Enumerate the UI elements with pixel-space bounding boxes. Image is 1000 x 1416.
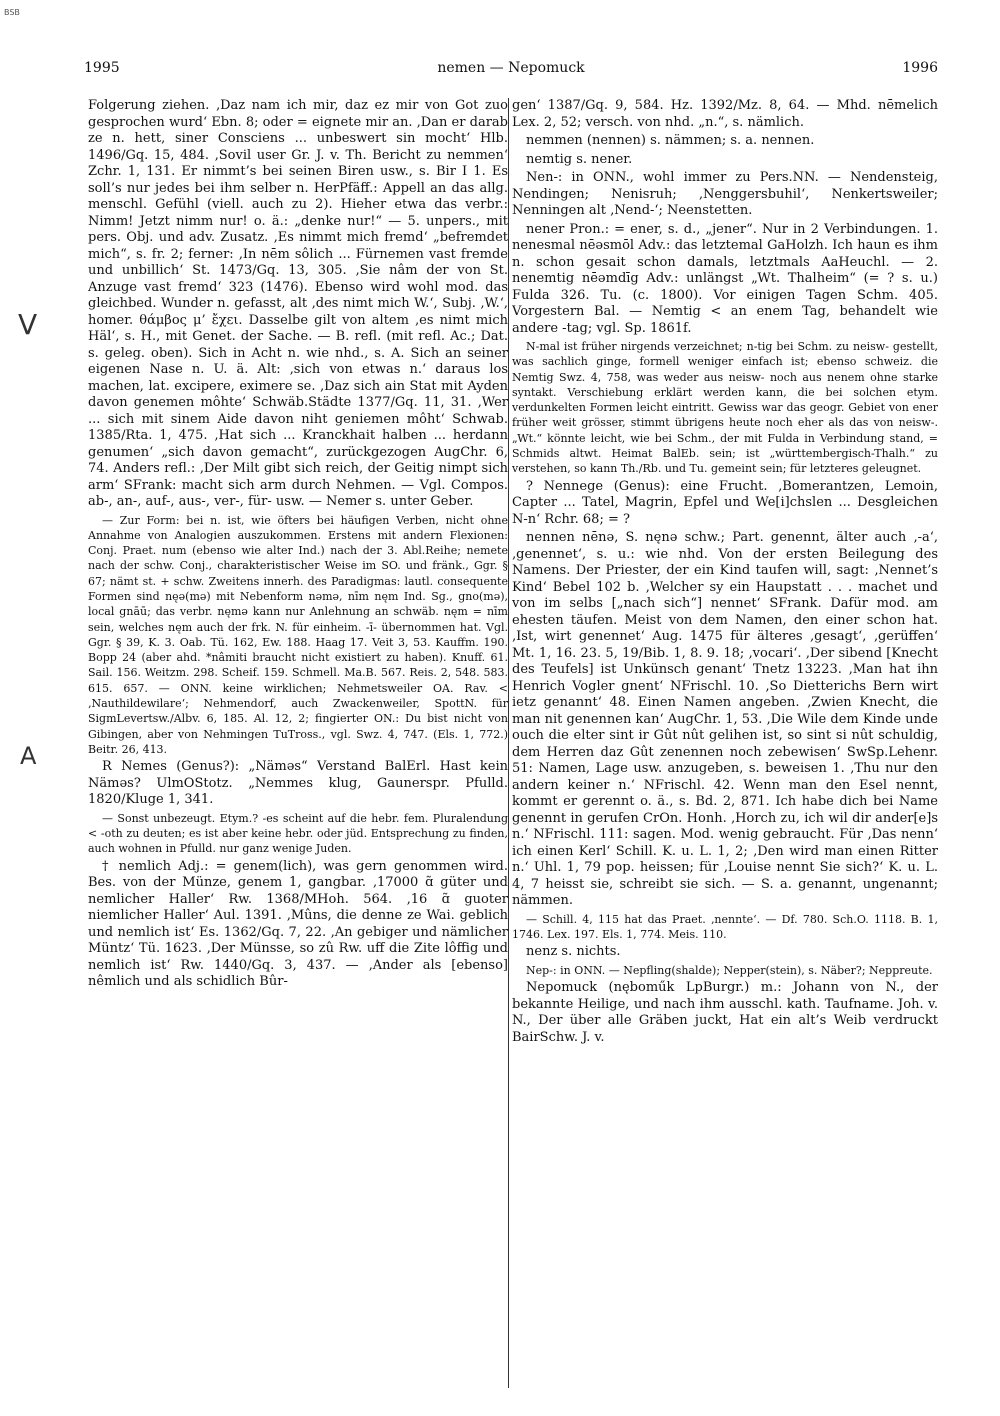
left-entry-nemlich: † nemlich Adj.: = genem(lich), was gern genommen wird. Bes. von der Münze, genem 1, gangbar. ‚17000 ɑ̃ güter und nemlicher Haller‘ Rw. 1368/MHoh. 564. ‚16 ɑ̃ guoter niemlicher Haller‘ Aul. 1391. ‚Mûns, die denne ze Wai. geblich und nemlich ist‘ Es. 1362/Gq. 7, 22. ‚An gebiger und nämlicher Müntz‘ Tü. 1623. ‚Der Münsse, so zû Rw. uff die Zite lôffig und nemlich ist‘ Rw. 1440/Gq. 3, 437. — ‚Ander als [ebenso] nêmlich und als schidlich Bûr-: [88, 858, 508, 990]
right-entry-nemmen: nemmen (nennen) s. nämmen; s. a. nennen.: [526, 133, 815, 148]
page-number-left: 1995: [84, 60, 120, 76]
running-title: nemen — Nepomuck: [437, 60, 585, 76]
left-entry-nemen-form-note: — Zur Form: bei n. ist, wie öfters bei häufigen Verben, nicht ohne Annahme von Analogien auszukommen. Erstens mit andern Flexionen: Conj. Praet. num (ebenso wie alter Ind.) nach der 3. Abl.Reihe; nemete nach der schw. Conj., charakteristischer Weise im SO. und fränk., Ggr. § 67; nämt st. + schw. Zweitens innerh. des Paradigmas: lautl. consequente Formen sind nęə(mə) mit Nebenform nəmə, nīm nęm Ind. Sg., gno(mə), local gnāū; das verbr. nęmə kann nur Anlehnung an schwäb. nęm = nīm sein, welches nęm auch der frk. N. für einheim. -ī- übernommen hat. Vgl. Ggr. § 39, K. 3. Oab. Tü. 162, Ew. 188. Haag 17. Veit 3, 53. Kauffm. 190. Bopp 24 (aber ahd. *nâmiti braucht nicht existiert zu haben). Knuff. 61. Sail. 156. Weitzm. 298. Scheif. 159. Schmell. Ma.B. 567. Reis. 2, 548. 583. 615. 657. — ONN. keine wirklichen; Nehmetsweiler OA. Rav. < ‚Nauthildewilare‘; Nehmendorf, auch Zwackenweiler, SpottN. für SigmLevertsw./Albv. 6, 185. Al. 12, 2; fingierter ON.: Du bist nicht von Gibingen, aber von Nehmingen TuTross., vgl. Swz. 4, 747. (Els. 1, 772.) Beitr. 26, 413.: [88, 513, 508, 756]
margin-mark-v: V: [18, 308, 38, 341]
right-entry-nep: Nep-: in ONN. — Nepfling(shalde); Nepper(stein), s. Näber?; Neppreute.: [526, 963, 933, 977]
library-stamp: BSB: [4, 8, 20, 17]
right-entry-nener-note: N-mal ist früher nirgends verzeichnet; n-tig bei Schm. zu neisw- gestellt, was sachlich ginge, formell weniger einfach ist; ebenso schweiz. die Nemtig Swz. 4, 758, was weder aus neisw- noch aus nenem ohne starke syntakt. Verschiebung erklärt werden kann, die bei solchen etym. verdunkelten Formen leicht eintritt. Gewiss war das geogr. Gebiet von ener früher weit grösser, stimmt übrigens heute noch eher als das von neisw-. „Wt.“ könnte leicht, wie bei Schm., der mit Fulda in Verbindung stand, = Schmids altwt. Heimat BalEb. sein; ist „württembergisch-Thalh.“ zu verstehen, so kann Th./Rb. und Tu. gemeint sein; für letzteres geleugnet.: [512, 340, 938, 476]
right-entry-nemtig: nemtig s. nener.: [526, 151, 633, 167]
right-entry-nennege: ? Nennege (Genus): eine Frucht. ‚Bomerantzen, Lemoin, Capter ... Tatel, Magrin, Epfel und We[i]chslen ... Desgleichen N-n‘ Rchr. 68; = ?: [512, 478, 938, 527]
right-entry-nen: Nen-: in ONN., wohl immer zu Pers.NN. — Nendensteig, Nendingen; Nenisruh; ‚Nenggersbuhil‘, Nenkertsweiler; Nenningen alt ‚Nend-‘; Neenstetten.: [512, 170, 938, 218]
page-header: [84, 60, 938, 82]
margin-mark-a: A: [20, 742, 37, 770]
right-entry-nennen: nennen nēnǝ, S. nęnǝ schw.; Part. genennt, älter auch ‚-a‘, ‚genennet‘, s. u.: wie nhd. Von der ersten Beilegung des Namens. Der Priester, der ein Kind taufen will, sagt: ‚Nennet’s Kind‘ Bebel 102 b. ‚Welcher sy ein Haupstatt . . . machet und von im selbs [„nach sich“] nennet‘ SFrank. Dafür mod. am ehesten täufen. Meist von dem Namen, den einer schon hat. ‚Ist, wirt genennet‘ Aug. 1475 für älteres ‚gesagt‘, ‚gerüffen‘ Mt. 1, 16. 23. 5, 19/Bib. 1, 8. 9. 18; ‚vocari‘. ‚Der sibend [Knecht des Teufels] ist Unkünsch genant‘ Tnetz 13223. ‚Man hat ihn Henrich Vogler gnent‘ NFrischl. 10. ‚So Dietterichs Bern wirt ietz genannt‘ 48. Einen Namen angeben. ‚Zwien Knecht, die man nit genennen kan‘ AugChr. 1, 53. ‚Die Wile dem Kinde unde ouch die elter sint ir Gût nût gelihen ist, so sint si nût schuldig, dem Herren daz Gût zenennen noch zebewisen‘ SwSp.Lehenr. 51: Namen, Lage usw. anzugeben, s. beweisen 1. ‚Thu nur den andern keiner n.‘ NFrischl. 42. Wenn man den Esel nennt, kommt er gerennt o. ä., s. Bd. 2, 871. Ich habe dich bei Name genennt in gerufen CrOn. Honh. ‚Horch zu, ich wil dir ander[e]s n.‘ NFrischl. 111: sagen. Mod. wenig gebraucht. Für ‚Das nenn‘ ich einen Kerl‘ Schill. K. u. L. 1, 2; ‚Den wird man einen Ritter n.‘ Uhl. 1, 79 pop. heissen; für ‚Louise nennt Sie sich?‘ K. u. L. 4, 7 heisst sie, schreibt sie sich. — S. a. genannt, ungenannt; nämmen.: [512, 530, 938, 909]
column-divider: [508, 98, 509, 1388]
left-entry-nemen-cont: Folgerung ziehen. ‚Daz nam ich mir, daz ez mir von Got zuo gesprochen wurd‘ Ebn. 8; oder = eignete mir an. ‚Dan er darab ze n. hett, siner Consciens ... unbeswert sin mocht‘ Hlb. 1496/Gq. 15, 484. ‚Sovil user Gr. J. v. Th. Bericht zu nemmen‘ Zchr. 1, 131. Er nimmt’s bei seinen Biren usw., s. Bir I 1. Es soll’s nur jedes bei ihm selber n. HerPfäff.: Appell an das allg. menschl. Gefühl (viell. auch zu 2). Hieher etwa das verbr.: Nimm! Jetzt nimm nur! o. ä.: „denke nur!“ — 5. unpers., mit pers. Obj. und adv. Zusatz. ‚Es nimmt mich fremd‘ „befremdet mich“, s. fr. 2; ferner: ‚In nēm sôlich ... Fürnemen vast fremde und unbillich‘ St. 1473/Gq. 13, 305. ‚Sie nâm der von St. Anzuge vast fremd‘ 323 (1476). Ebenso wird wohl mod. das gleichbed. Wunder n. gefasst, alt ‚des nimt mich W.‘, Subj. ‚W.‘, homer. θάμβος μ’ ἔχει. Dasselbe gilt von altem ‚es nimt mich Häl‘, s. H., mit Genet. der Sache. — B. refl. (mit refl. Ac.; Dat. s. geleg. oben). Sich in Acht n. wie nhd., s. A. Sich an seiner eigenen Nase n. U. ä. Alt: ‚sich von etwas n.‘ daraus los machen, lat. excipere, eximere se. ‚Daz sich ain Stat mit Ayden davon genemen môhte‘ Schwäb.Städte 1377/Gq. 11, 31. ‚Wer ... sich mit sinem Aide davon niht geniemen môht‘ Schwab. 1385/Rta. 1, 475. ‚Hat sich ... Kranckhait halben ... herdann genumen‘ „sich davon gemacht“, zurückgezogen AugChr. 6, 74. Anders refl.: ‚Der Milt gibt sich reich, der Geitig nimpt sich arm‘ SFrank: macht sich arm durch Nehmen. — Vgl. Compos. ab-, an-, auf-, aus-, ver-, für- usw. — Nemer s. unter Geber.: [88, 98, 508, 509]
page-number-right: 1996: [902, 60, 938, 76]
right-entry-nepomuck: Nepomuck (nęboműk LpBurgr.) m.: Johann von N., der bekannte Heilige, und nach ihm ausschl. kath. Taufname. Joh. v. N., Der über alle Gräben juckt, Hat ein alt’s Weib verdruckt BairSchw. J. v.: [512, 980, 938, 1045]
right-entry-nenz: nenz s. nichts.: [526, 944, 621, 960]
right-entry-nener: nener Pron.: = ener, s. d., „jener“. Nur in 2 Verbindungen. 1. nenesmal nēǝsmōl Adv.: das letztemal GaHolzh. Ich haun es ihm n. schon gesait schon damals, letztmals AaHeuchl. — 2. nenemtig nēǝmdīg Adv.: unlängst „Wt. Thalheim“ (= ? s. u.) Fulda 326. Tu. (c. 1800). Vor einigen Tagen Schm. 405. Vorgestern Bal. — Nemtig < an enem Tag, behandelt wie andere -tag; vgl. Sp. 1861f.: [512, 221, 938, 336]
left-entry-nemes: R Nemes (Genus?): „Nämǝs“ Verstand BalErl. Hast kein Nämǝs? UlmOStotz. „Nemmes klug, Gaunerspr. Pfulld. 1820/Kluge 1, 341.: [88, 759, 508, 808]
left-column: [88, 98, 508, 1398]
right-column: [512, 98, 938, 1398]
right-entry-nemlich-cont: gen‘ 1387/Gq. 9, 584. Hz. 1392/Mz. 8, 64. — Mhd. nēmelich Lex. 2, 52; versch. von nhd. „n.“, s. nämlich.: [512, 98, 938, 130]
right-entry-nennen-note: — Schill. 4, 115 hat das Praet. ‚nennte‘. — Df. 780. Sch.O. 1118. B. 1, 1746. Lex. 197. Els. 1, 774. Meis. 110.: [512, 912, 938, 941]
left-entry-nemes-note: — Sonst unbezeugt. Etym.? -es scheint auf die hebr. fem. Pluralendung < -oth zu deuten; es ist aber keine hebr. oder jüd. Entsprechung zu finden, auch wohnen in Pfulld. nur ganz wenige Juden.: [88, 811, 508, 856]
